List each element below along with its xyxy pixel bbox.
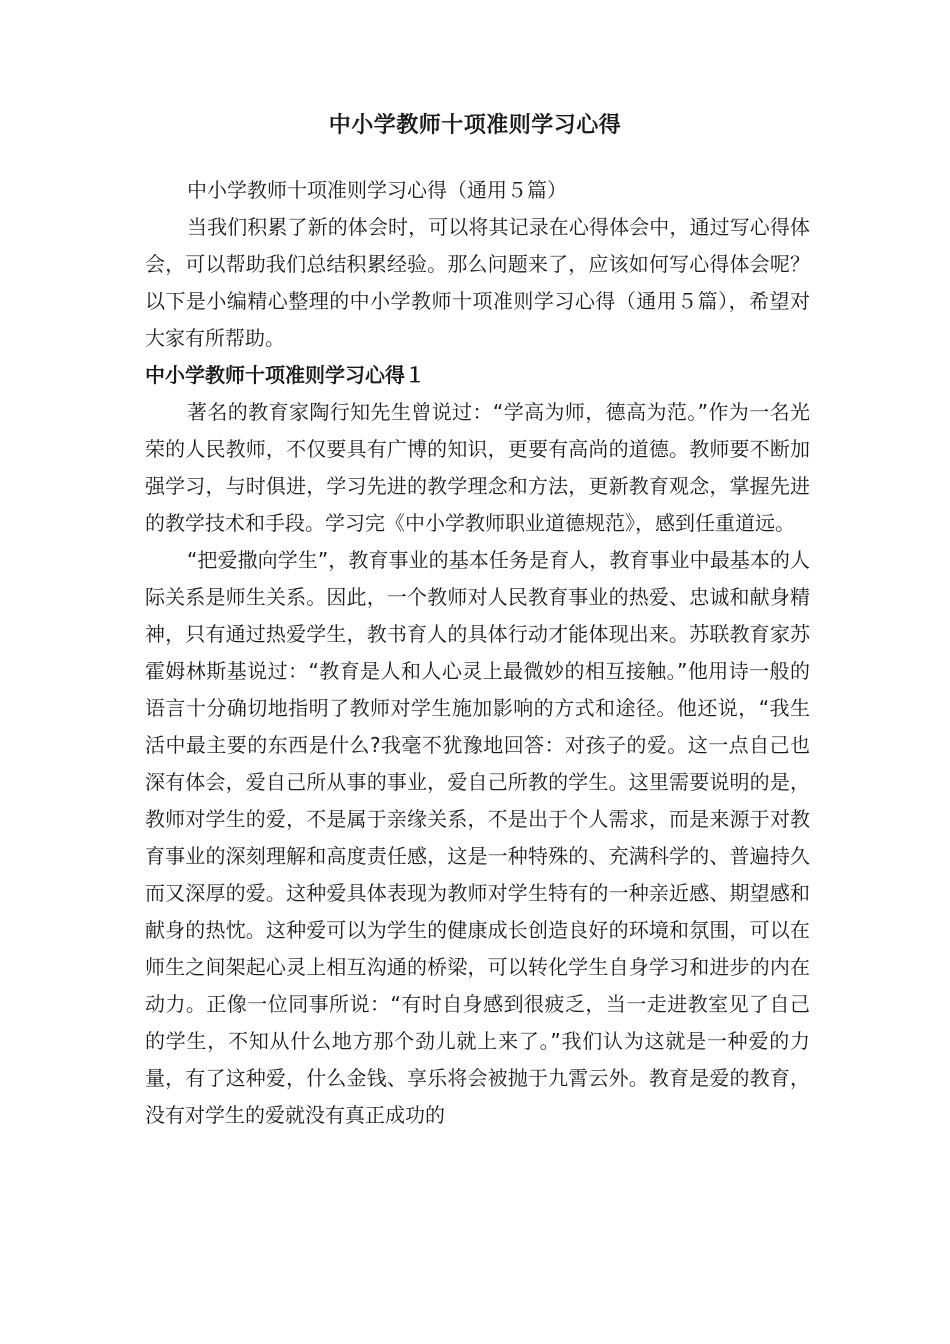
section-heading: 中小学教师十项准则学习心得１ xyxy=(145,363,425,387)
document-body xyxy=(145,172,810,1134)
intro-paragraph: 当我们积累了新的体会时，可以将其记录在心得体会中，通过写心得体会，可以帮助我们总结积累经验。那么问题来了，应该如何写心得体会呢？以下是小编精心整理的中小学教师十项准则学习心得（通用５篇），希望对大家有所帮助。 xyxy=(145,215,810,350)
document-title: 中小学教师十项准则学习心得 xyxy=(328,113,622,138)
body-paragraph: “把爱撒向学生”，教育事业的基本任务是育人，教育事业中最基本的人际关系是师生关系。因此，一个教师对人民教育事业的热爱、忠诚和献身精神，只有通过热爱学生，教书育人的具体行动才能体现出来。苏联教育家苏霍姆林斯基说过：“教育是人和人心灵上最微妙的相互接触。”他用诗一般的语言十分确切地指明了教师对学生施加影响的方式和途径。他还说，“我生活中最主要的东西是什么?我毫不犹豫地回答：对孩子的爱。这一点自己也深有体会，爱自己所从事的事业，爱自己所教的学生。这里需要说明的是，教师对学生的爱，不是属于亲缘关系，不是出于个人需求，而是来源于对教育事业的深刻理解和高度责任感，这是一种特殊的、充满科学的、普遍持久而又深厚的爱。这种爱具体表现为教师对学生特有的一种亲近感、期望感和献身的热忱。这种爱可以为学生的健康成长创造良好的环境和氛围，可以在师生之间架起心灵上相互沟通的桥梁，可以转化学生自身学习和进步的内在动力。正像一位同事所说：“有时自身感到很疲乏，当一走进教室见了自己的学生，不知从什么地方那个劲儿就上来了。”我们认为这就是一种爱的力量，有了这种爱，什么金钱、享乐将会被抛于九霄云外。教育是爱的教育，没有对学生的爱就没有真正成功的 xyxy=(145,548,810,1127)
body-paragraph: 著名的教育家陶行知先生曾说过：“学高为师，德高为范。”作为一名光荣的人民教师，不仅要具有广博的知识，更要有高尚的道德。教师要不断加强学习，与时俱进，学习先进的教学理念和方法，更新教育观念，掌握先进的教学技术和手段。学习完《中小学教师职业道德规范》，感到任重道远。 xyxy=(145,400,810,535)
document-subtitle: 中小学教师十项准则学习心得（通用５篇） xyxy=(187,178,567,202)
